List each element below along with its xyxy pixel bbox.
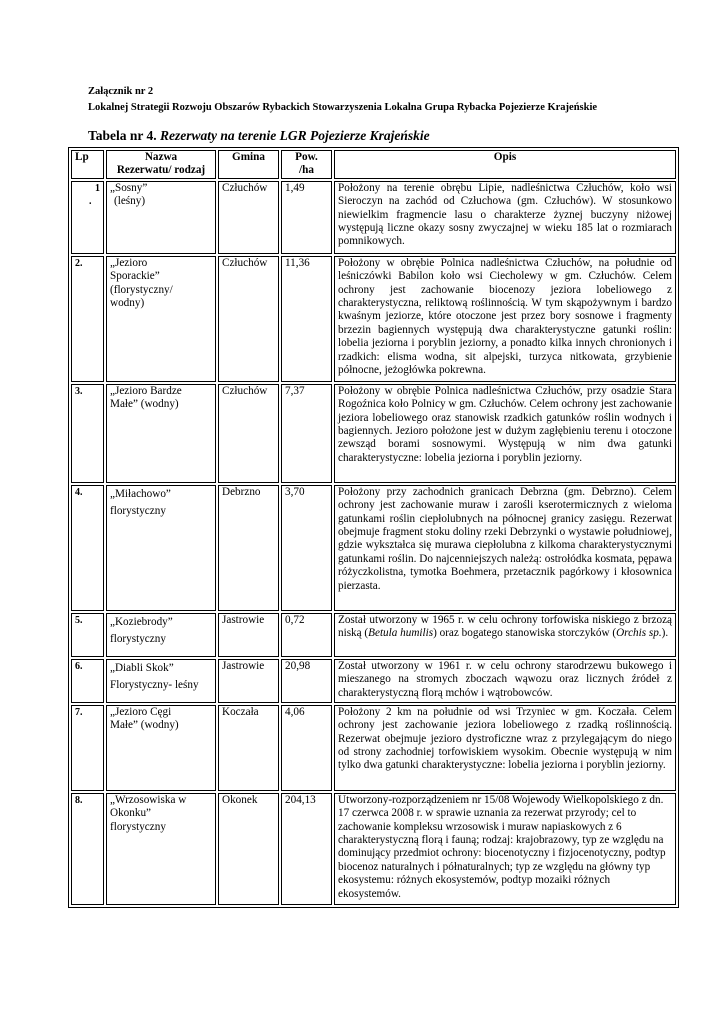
row-pow: 11,36 — [281, 256, 332, 382]
table-header-row — [71, 150, 676, 179]
row-gmina: Człuchów — [218, 181, 279, 254]
row-lp: 7. — [71, 705, 104, 791]
row-opis: Utworzony-rozporządzeniem nr 15/08 Wojewody Wielkopolskiego z dn. 17 czerwca 2008 r. w sprawie uznania za rezerwat przyrody; cel to zachowanie kompleksu wrzosowisk i muraw napiaskowych z 6 charakterystyczną florą i fauną; rodzaj: krajobrazowy, typ ze względu na dominujący przedmiot ochrony: biocenotyczny i fizjocenotyczny, podtyp biocenoz naturalnych i półnaturalnych; typ ze względu na główny typ ekosystemu: różnych ekosystemów, podtyp mozaiki różnych ekosystemów. — [334, 793, 676, 905]
row-name: „Jezioro Bardze Małe” (wodny) — [106, 384, 216, 483]
header-line-2: Lokalnej Strategii Rozwoju Obszarów Rybackich Stowarzyszenia Lokalna Grupa Rybacka Pojezierze Krajeńskie — [88, 102, 598, 113]
row-opis: Położony przy zachodnich granicach Debrzna (gm. Debrzno). Celem ochrony jest zachowanie muraw i zarośli kserotermicznych z wieloma gatunkami roślin ciepłolubnych na północnej granicy zasięgu. Rezerwat obejmuje fragment stoku doliny rzeki Debrzynki o wystawie południowej, gdzie wykształca się murawa ciepłolubna z kilkoma charakterystycznymi gatunkami roślin. Do najcenniejszych należą: ostrołódka kosmata, pępawa różyczkolistna, tymotka Boehmera, przetacznik pagórkowy i kłosownica pierzasta. — [334, 485, 676, 611]
row-name: „Miłachowo” florystyczny — [106, 485, 216, 611]
row-name: „Koziebrody” florystyczny — [106, 613, 216, 657]
header-line-1: Załącznik nr 2 — [88, 86, 154, 97]
row-name: „Jezioro Cęgi Małe” (wodny) — [106, 705, 216, 791]
row-lp: 3. — [71, 384, 104, 483]
row-opis: Został utworzony w 1965 r. w celu ochrony torfowiska niskiego z brzozą niską (Betula humilis) oraz bogatego stanowiska storczyków (Orchis sp.). — [334, 613, 676, 657]
col-opis: Opis — [334, 150, 676, 179]
row-gmina: Jastrowie — [218, 613, 279, 657]
row-pow: 7,37 — [281, 384, 332, 483]
table-row — [71, 384, 676, 483]
row-opis: Położony w obrębie Polnica nadleśnictwa Człuchów, na południe od leśniczówki Babilon koło wsi Ciecholewy w gm. Człuchów. Celem ochrony jest zachowanie biocenozy jeziora lobeliowego z charakterystyczna, reliktową roślinnością. W tym skąpożywnym i bardzo kwaśnym jeziorze, które otoczone jest przez bory sosnowe i fragmenty brzezin bagiennych występują dwa charakterystyczne gatunki roślin: lobelia jeziorna i poryblin jeziorny, a ponadto kilka innych chronionych i rzadkich: elisma wodna, sit alpejski, turzyca nitkowata, grzybienie północne, jeżogłówka pokrewna. — [334, 256, 676, 382]
row-opis: Położony w obrębie Polnica nadleśnictwa Człuchów, przy osadzie Stara Rogoźnica koło Polnicy w gm. Człuchów. Celem ochrony jest zachowanie jeziora lobeliowego oraz stanowisk rzadkich gatunków roślin wodnych i bagiennych. Jezioro położone jest w dużym zagłębieniu terenu i otoczone zewsząd borami sosnowymi. Występują w nim dwa gatunki charakterystyczne: lobelia jeziorna i poryblin jeziorny. — [334, 384, 676, 483]
table-title-prefix: Tabela nr 4. — [88, 128, 157, 143]
row-lp: 2. — [71, 256, 104, 382]
table-row — [71, 256, 676, 382]
row-opis: Położony 2 km na południe od wsi Trzyniec w gm. Koczała. Celem ochrony jest zachowanie jeziora lobeliowego z rzadką roślinnością. Rezerwat obejmuje jezioro dystroficzne wraz z przylegającym do niego od strony zachodniej torfowiskiem wysokim. Obecnie występują w nim tylko dwa gatunki charakterystyczne: lobelia jeziorna i poryblin jeziorny. — [334, 705, 676, 791]
table-title-italic: Rezerwaty na terenie LGR Pojezierze Krajeńskie — [160, 128, 430, 143]
row-pow: 204,13 — [281, 793, 332, 905]
row-pow: 4,06 — [281, 705, 332, 791]
row-pow: 20,98 — [281, 659, 332, 703]
row-name: „Sosny” (leśny) — [106, 181, 216, 254]
row-lp: 6. — [71, 659, 104, 703]
col-name: Nazwa Rezerwatu/ rodzaj — [106, 150, 216, 179]
table-row — [71, 613, 676, 657]
row-name: „Wrzosowiska w Okonku” florystyczny — [106, 793, 216, 905]
table-row — [71, 485, 676, 611]
row-pow: 1,49 — [281, 181, 332, 254]
row-pow: 0,72 — [281, 613, 332, 657]
row-lp: 8. — [71, 793, 104, 905]
row-gmina: Jastrowie — [218, 659, 279, 703]
table-row — [71, 793, 676, 905]
row-gmina: Koczała — [218, 705, 279, 791]
row-gmina: Debrzno — [218, 485, 279, 611]
row-name: „Diabli Skok” Florystyczny- leśny — [106, 659, 216, 703]
row-gmina: Człuchów — [218, 256, 279, 382]
row-opis: Położony na terenie obrębu Lipie, nadleśnictwa Człuchów, koło wsi Sieroczyn na zachód od Człuchowa (gm. Człuchów). W stosunkowo niewielkim fragmencie lasu o charakterze żyznej buczyny niżowej występują liczne okazy sosny zwyczajnej w wieku 185 lat o rozmiarach pomnikowych. — [334, 181, 676, 254]
reserves-table — [68, 147, 679, 908]
row-gmina: Człuchów — [218, 384, 279, 483]
row-pow: 3,70 — [281, 485, 332, 611]
col-gmina: Gmina — [218, 150, 279, 179]
row-name: „Jezioro Sporackie” (florystyczny/ wodny) — [106, 256, 216, 382]
document-header — [88, 84, 597, 116]
row-lp: 1 . — [71, 181, 104, 254]
row-gmina: Okonek — [218, 793, 279, 905]
row-lp: 4. — [71, 485, 104, 611]
row-opis: Został utworzony w 1961 r. w celu ochrony starodrzewu bukowego i mieszanego na stromych zboczach wąwozu oraz licznych źródeł z charakterystyczną florą mchów i wątrobowców. — [334, 659, 676, 703]
table-title — [88, 128, 430, 144]
table-row — [71, 181, 676, 254]
table-row — [71, 705, 676, 791]
col-pow: Pow. /ha — [281, 150, 332, 179]
row-lp: 5. — [71, 613, 104, 657]
table-row — [71, 659, 676, 703]
col-lp: Lp — [71, 150, 104, 179]
